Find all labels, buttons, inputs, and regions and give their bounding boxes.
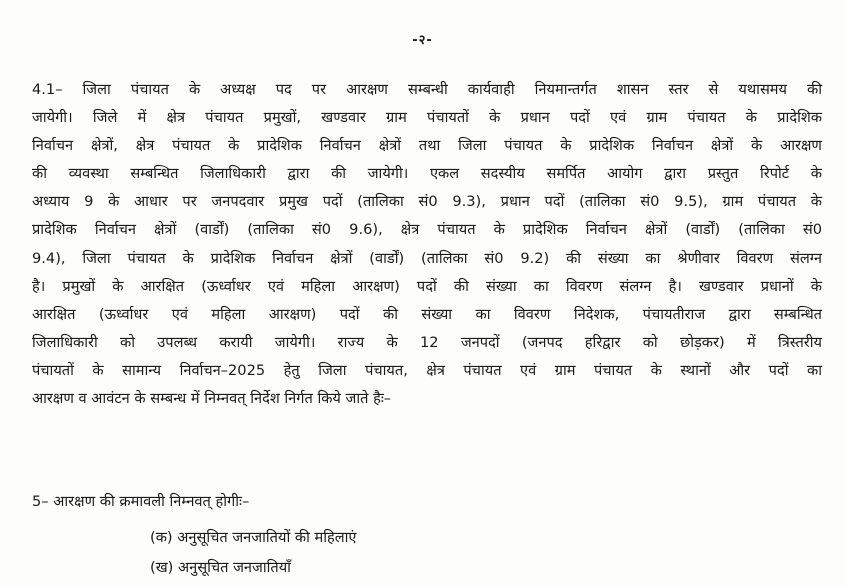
- paragraph-line: अध्याय 9 के आधार पर जनपदवार प्रमुख पदों (तालिका सं0 9.3), प्रधान पदों (तालिका सं0 9.5), ग्राम पंचायत के: [32, 193, 822, 211]
- paragraph-line: प्रादेशिक निर्वाचन क्षेत्रों (वार्डों) (तालिका सं0 9.6), क्षेत्र पंचायत के प्रादेशिक निर्वाचन क्षेत्रों (वार्डों) (तालिका सं0: [32, 221, 822, 239]
- paragraph-line: 4.1– जिला पंचायत के अध्यक्ष पद पर आरक्षण सम्बन्धी कार्यवाही नियमान्तर्गत शासन स्तर से यथासमय की: [32, 81, 822, 98]
- reservation-order-list: [150, 523, 357, 583]
- paragraph-4-1: [32, 76, 822, 413]
- paragraph-line: आरक्षण व आवंटन के सम्बन्ध में निम्नवत् निर्देश निर्गत किये जाते हैः–: [32, 390, 392, 408]
- paragraph-line: पंचायतों के सामान्य निर्वाचन–2025 हेतु जिला पंचायत, क्षेत्र पंचायत एवं ग्राम पंचायत के स्थानों और पदों का: [32, 361, 822, 379]
- list-item: (क) अनुसूचित जनजातियों की महिलाएं: [150, 529, 357, 546]
- page-number: -२-: [412, 33, 433, 48]
- paragraph-line: जिलाधिकारी को उपलब्ध करायी जायेगी। राज्य के 12 जनपदों (जनपद हरिद्वार को छोड़कर) में त्रिस्तरीय: [32, 333, 822, 351]
- paragraph-line: है। प्रमुखों के आरक्षित (ऊर्ध्वाधर एवं महिला आरक्षण) पदों की संख्या का विवरण संलग्न है। खण्डवार प्रधानों के: [32, 277, 822, 295]
- list-item: (ख) अनुसूचित जनजातियाँ: [150, 559, 291, 576]
- paragraph-line: आरक्षित (ऊर्ध्वाधर एवं महिला आरक्षण) पदों की संख्या का विवरण निदेशक, पंचायतीराज द्वारा सम्बन्धित: [32, 305, 822, 323]
- paragraph-line: की व्यवस्था सम्बन्धित जिलाधिकारी द्वारा की जायेगी। एकल सदस्यीय समर्पित आयोग द्वारा प्रस्तुत रिपोर्ट के: [32, 165, 822, 183]
- paragraph-line: निर्वाचन क्षेत्रों, क्षेत्र पंचायत के प्रादेशिक निर्वाचन क्षेत्रों तथा जिला पंचायत के प्रादेशिक निर्वाचन क्षेत्रों के आरक्षण: [32, 137, 822, 155]
- paragraph-line: 9.4), जिला पंचायत के प्रादेशिक निर्वाचन क्षेत्रों (वार्डों) (तालिका सं0 9.2) की संख्या का श्रेणीवार विवरण संलग्न: [32, 249, 822, 267]
- section-5-heading: 5– आरक्षण की क्रमावली निम्नवत् होगीः–: [32, 493, 250, 510]
- paragraph-line: जायेगी। जिले में क्षेत्र पंचायत प्रमुखों, खण्डवार ग्राम पंचायतों के प्रधान पदों एवं ग्राम पंचायत के प्रादेशिक: [32, 109, 822, 127]
